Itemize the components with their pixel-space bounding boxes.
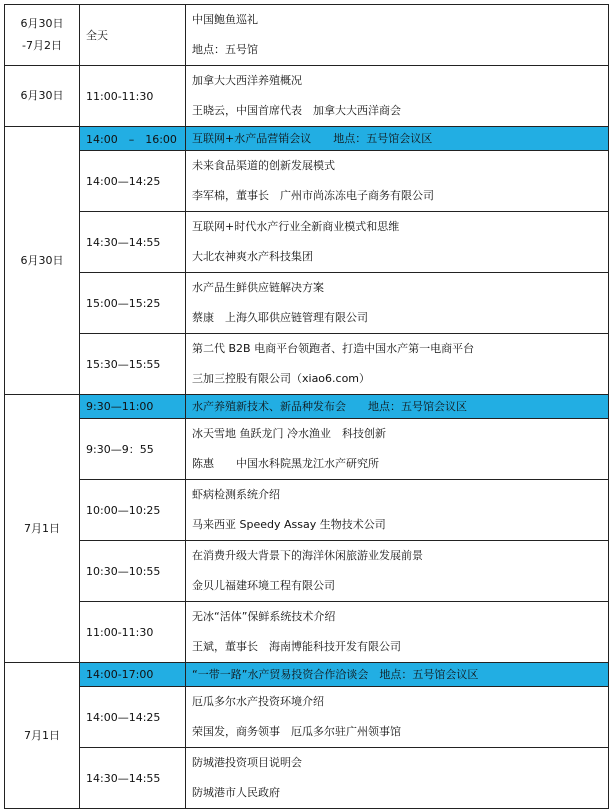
talk-title: 冰天雪地 鱼跃龙门 冷水渔业 科技创新 [192,427,386,440]
speaker-info: 王斌，董事长 海南博能科技开发有限公司 [192,640,401,653]
date-cell [5,395,80,663]
speaker-info: 防城港市人民政府 [192,786,280,799]
date-line: 6月30日 [20,17,64,30]
speaker-info: 金贝儿福建环境工程有限公司 [192,579,335,592]
date-line: 7月1日 [24,521,60,535]
talk-title: “一带一路”水产贸易投资合作洽谈会 地点：五号馆会议区 [192,667,479,681]
talk-title: 在消费升级大背景下的海洋休闲旅游业发展前景 [192,549,423,562]
speaker-info: 地点：五号馆 [192,43,258,56]
session-header-row [5,663,609,687]
speaker-info: 蔡康 上海久耶供应链管理有限公司 [192,311,368,324]
session-header-row [5,395,609,419]
detail-cell [186,748,609,809]
detail-cell [186,687,609,748]
detail-cell [186,334,609,395]
schedule-row [5,419,609,480]
schedule-row [5,151,609,212]
date-cell [5,66,80,127]
talk-title: 虾病检测系统介绍 [192,488,280,501]
time-cell: 14:00-17:00 [80,663,186,687]
speaker-info: 大北农神爽水产科技集团 [192,250,313,263]
schedule-row [5,748,609,809]
time-cell: 14:30—14:55 [80,212,186,273]
time-cell: 15:00—15:25 [80,273,186,334]
detail-cell [186,419,609,480]
date-line: -7月2日 [22,39,62,52]
talk-title: 第二代 B2B 电商平台领跑者、打造中国水产第一电商平台 [192,342,475,355]
time-cell: 9:30—11:00 [80,395,186,419]
speaker-info: 王晓云，中国首席代表 加拿大大西洋商会 [192,104,401,117]
schedule-row [5,334,609,395]
detail-cell [186,541,609,602]
talk-title: 厄瓜多尔水产投资环境介绍 [192,695,324,708]
session-title [186,127,609,151]
date-cell [5,5,80,66]
schedule-table [4,4,609,809]
schedule-row [5,480,609,541]
schedule-row [5,602,609,663]
detail-cell [186,273,609,334]
schedule-row [5,273,609,334]
talk-title: 互联网+水产品营销会议 地点：五号馆会议区 [192,131,433,145]
date-line: 6月30日 [20,253,64,267]
talk-title: 无冰“活体”保鲜系统技术介绍 [192,610,336,623]
speaker-info: 陈惠 中国水科院黑龙江水产研究所 [192,457,379,470]
talk-title: 中国鲍鱼巡礼 [192,13,258,26]
talk-title: 水产养殖新技术、新品种发布会 地点：五号馆会议区 [192,399,467,413]
session-header-row [5,127,609,151]
detail-cell [186,5,609,66]
detail-cell [186,602,609,663]
talk-title: 加拿大大西洋养殖概况 [192,74,302,87]
detail-cell [186,212,609,273]
talk-title: 未来食品渠道的创新发展模式 [192,159,335,172]
detail-cell [186,480,609,541]
time-cell: 14:30—14:55 [80,748,186,809]
time-cell: 10:30—10:55 [80,541,186,602]
time-cell: 14:00—14:25 [80,151,186,212]
speaker-info: 荣国发，商务领事 厄瓜多尔驻广州领事馆 [192,725,401,738]
date-line: 6月30日 [20,89,64,102]
date-cell [5,127,80,395]
schedule-row [5,5,609,66]
time-cell: 全天 [80,5,186,66]
talk-title: 互联网+时代水产行业全新商业模式和思维 [192,220,400,233]
schedule-row [5,66,609,127]
speaker-info: 三加三控股有限公司（xiao6.com） [192,372,371,385]
time-cell: 9:30—9：55 [80,419,186,480]
time-cell: 15:30—15:55 [80,334,186,395]
time-cell: 14:00—14:25 [80,687,186,748]
schedule-row [5,541,609,602]
session-title [186,395,609,419]
date-line: 7月1日 [24,728,60,742]
talk-title: 水产品生鲜供应链解决方案 [192,281,324,294]
time-cell: 11:00-11:30 [80,602,186,663]
time-cell: 11:00-11:30 [80,66,186,127]
speaker-info: 李军棉，董事长 广州市尚冻冻电子商务有限公司 [192,189,434,202]
speaker-info: 马来西亚 Speedy Assay 生物技术公司 [192,518,386,531]
time-cell: 10:00—10:25 [80,480,186,541]
session-title [186,663,609,687]
talk-title: 防城港投资项目说明会 [192,756,302,769]
detail-cell [186,66,609,127]
schedule-row [5,212,609,273]
detail-cell [186,151,609,212]
date-cell [5,663,80,809]
time-cell: 14:00 – 16:00 [80,127,186,151]
schedule-row [5,687,609,748]
